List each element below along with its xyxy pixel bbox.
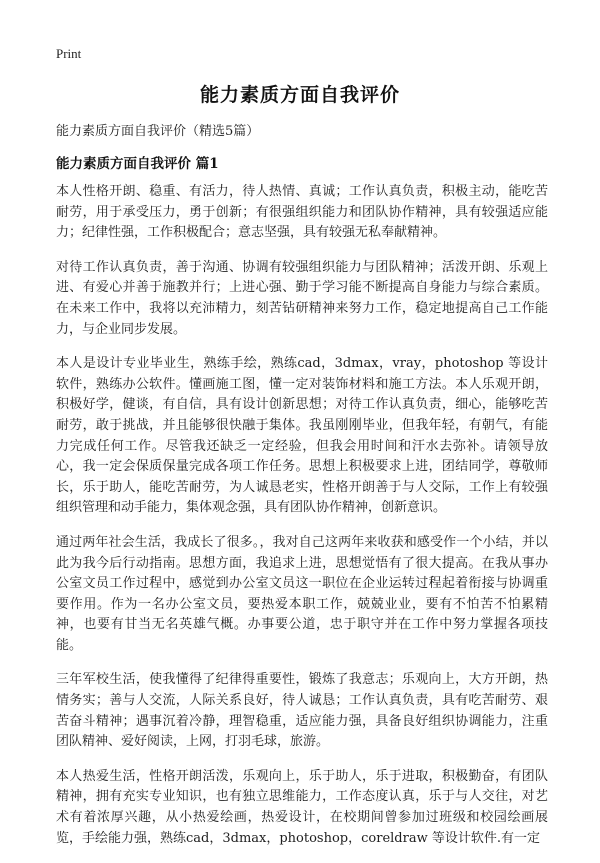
print-link[interactable]: Print <box>56 46 82 61</box>
document-subtitle: 能力素质方面自我评价（精选5篇） <box>56 124 260 139</box>
page-title: 能力素质方面自我评价 <box>199 84 400 106</box>
paragraph: 三年军校生活，使我懂得了纪律得重要性，锻炼了我意志；乐观向上，大方开朗，热情务实；善与人交流，人际关系良好，待人诚恳；工作认真负责，具有吃苦耐劳、艰苦奋斗精神；遇事沉着冷静，理智稳重，适应能力强，具备良好组织协调能力，注重团队精神、爱好阅读，上网，打羽毛球，旅游。 <box>56 672 548 750</box>
section-heading: 能力素质方面自我评价 篇1 <box>56 156 219 172</box>
paragraph: 本人是设计专业毕业生，熟练手绘，熟练cad，3dmax，vray，photoshop 等设计软件，熟练办公软件。懂画施工图，懂一定对装饰材料和施工方法。本人乐观开朗，积极好学，健谈，有自信，具有设计创新思想；对待工作认真负责，细心，能够吃苦耐劳，敢于挑战，并且能够很快融于集体。我虽刚刚毕业，但我年轻，有朝气，有能力完成任何工作。尽管我还缺乏一定经验，但我会用时间和汗水去弥补。请领导放心，我一定会保质保量完成各项工作任务。思想上积极要求上进，团结同学，尊敬师长，乐于助人，能吃苦耐劳，为人诚恳老实，性格开朗善于与人交际，工作上有较强组织管理和动手能力，集体观念强，具有团队协作精神，创新意识。 <box>56 356 548 516</box>
document-body <box>56 182 548 863</box>
paragraph: 对待工作认真负责，善于沟通、协调有较强组织能力与团队精神；活泼开朗、乐观上进、有爱心并善于施教并行；上进心强、勤于学习能不断提高自身能力与综合素质。在未来工作中，我将以充沛精力，刻苦钻研精神来努力工作，稳定地提高自己工作能力，与企业同步发展。 <box>56 259 548 337</box>
paragraph: 通过两年社会生活，我成长了很多。，我对自己这两年来收获和感受作一个小结，并以此为我今后行动指南。思想方面，我追求上进，思想觉悟有了很大提高。在我从事办公室文员工作过程中，感觉到办公室文员这一职位在企业运转过程起着衔接与协调重要作用。作为一名办公室文员，要热爱本职工作，兢兢业业，要有不怕苦不怕累精神，也要有甘当无名英雄气概。办事要公道，忠于职守并在工作中努力掌握各项技能。 <box>56 534 548 653</box>
paragraph: 本人性格开朗、稳重、有活力，待人热情、真诚；工作认真负责，积极主动，能吃苦耐劳，用于承受压力，勇于创新；有很强组织能力和团队协作精神，具有较强适应能力；纪律性强，工作积极配合；意志坚强，具有较强无私奉献精神。 <box>56 184 548 241</box>
paragraph: 本人热爱生活，性格开朗活泼，乐观向上，乐于助人，乐于进取，积极勤奋，有团队精神，拥有充实专业知识，也有独立思维能力，工作态度认真，乐于与人交往，对艺术有着浓厚兴趣，从小热爱绘画，热爱设计，在校期间曾参加过班级和校园绘画展览，手绘能力强，熟练cad，3dmax，photoshop，coreldraw 等设计软件.有一定 <box>56 768 548 846</box>
